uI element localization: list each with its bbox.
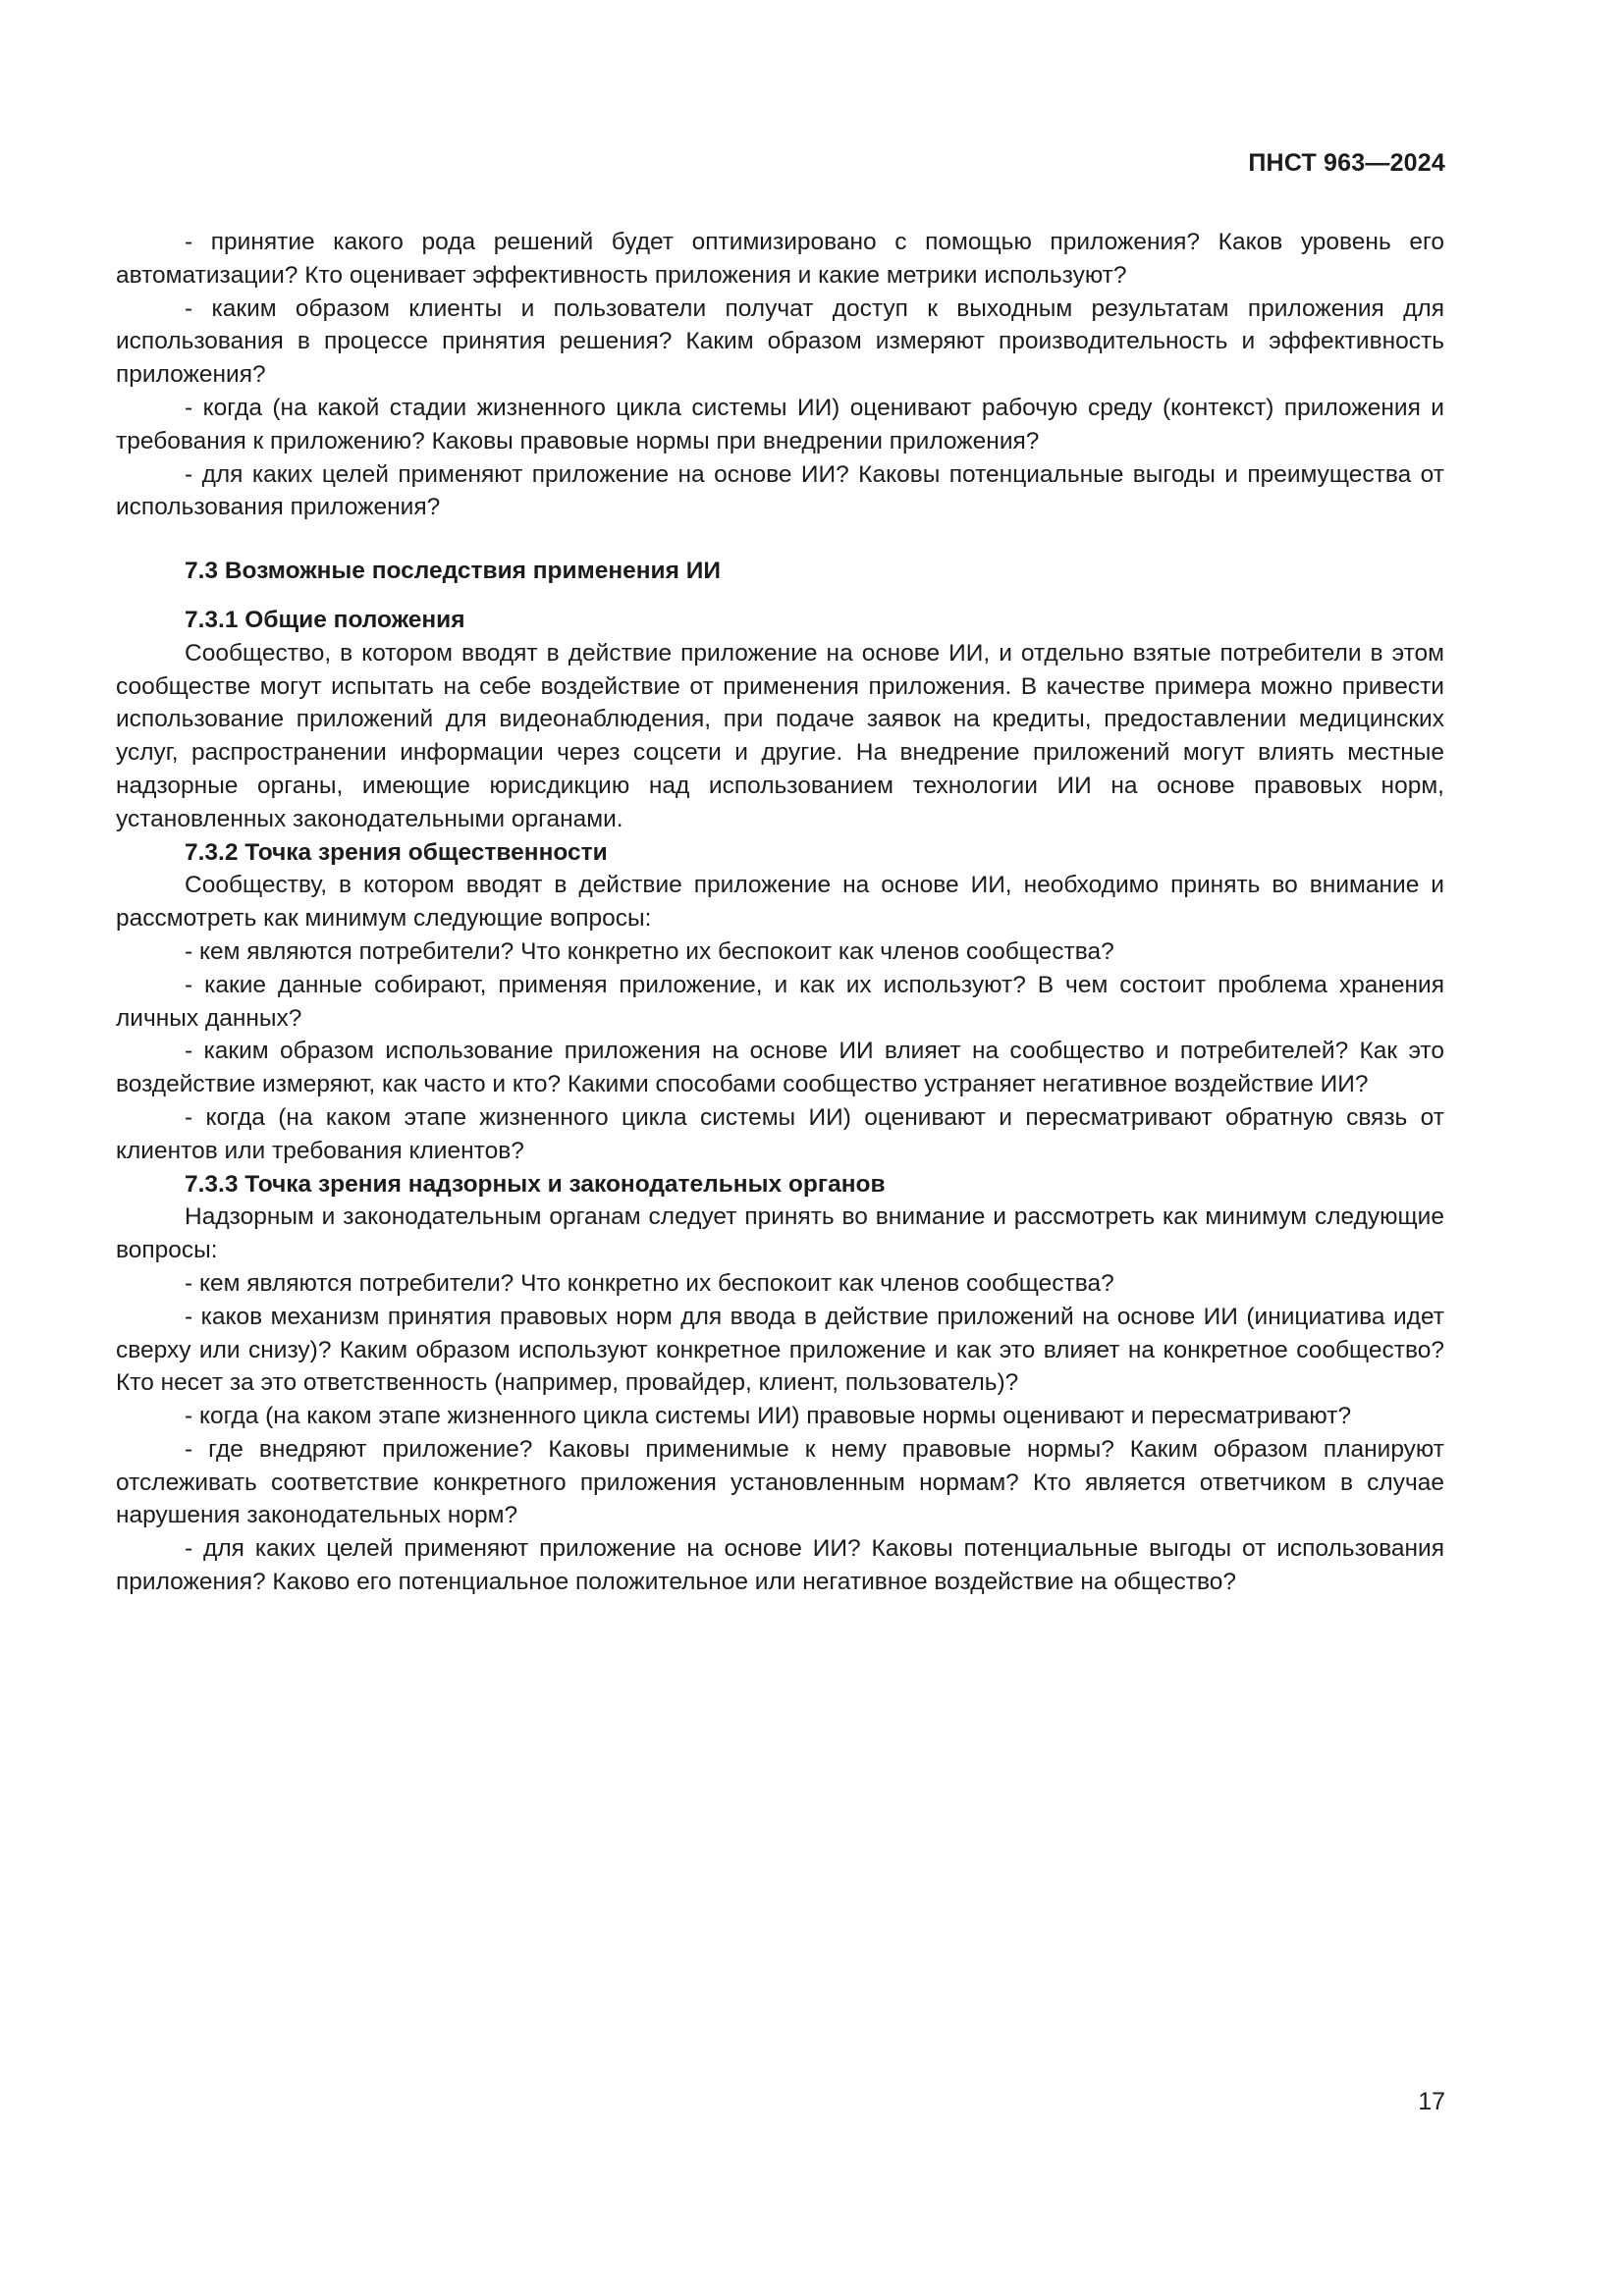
section-7-3-3-item-2: - каков механизм принятия правовых норм для ввода в действие приложений на основе ИИ (инициатива идет сверху или снизу)? Каким образом используют конкретное приложение и как это влияет на конкретное сообщество? Кто несет за это ответственность (например, провайдер, клиент, пользователь)? xyxy=(116,1303,1444,1397)
section-7-3-1-heading: 7.3.1 Общие положения xyxy=(185,606,465,633)
intro-item-2: - каким образом клиенты и пользователи получат доступ к выходным результатам приложения для использования в процессе принятия решения? Каким образом измеряют производительность и эффективность приложения? xyxy=(116,294,1444,389)
section-7-3-2-item-4: - когда (на каком этапе жизненного цикла системы ИИ) оценивают и пересматривают обратную связь от клиентов или требования клиентов? xyxy=(116,1103,1444,1164)
intro-item-1: - принятие какого рода решений будет оптимизировано с помощью приложения? Каков уровень его автоматизации? Кто оценивает эффективность приложения и какие метрики используют? xyxy=(116,229,1444,289)
section-7-3-2-item-3: - каким образом использование приложения на основе ИИ влияет на сообщество и потребителей? Как это воздействие измеряют, как часто и кто? Какими способами сообщество устраняет негативное воздействие ИИ? xyxy=(116,1038,1444,1098)
document-code: ПНСТ 963—2024 xyxy=(1248,149,1445,177)
section-7-3-2-heading: 7.3.2 Точка зрения общественности xyxy=(185,838,608,866)
intro-item-3: - когда (на какой стадии жизненного цикла системы ИИ) оценивают рабочую среду (контекст) приложения и требования к приложению? Каковы правовые нормы при внедрении приложения? xyxy=(116,394,1444,454)
section-7-3-heading: 7.3 Возможные последствия применения ИИ xyxy=(185,558,721,585)
page-number: 17 xyxy=(1418,2088,1445,2115)
section-7-3-1-paragraph: Сообщество, в котором вводят в действие приложение на основе ИИ, и отдельно взятые потребители в этом сообществе могут испытать на себе воздействие от применения приложения. В качестве примера можно привести использование приложений для видеонаблюдения, при подаче заявок на кредиты, предоставлении медицинских услуг, распространении информации через соцсети и другие. На внедрение приложений могут влиять местные надзорные органы, имеющие юрисдикцию над использованием технологии ИИ на основе правовых норм, установленных законодательными органами. xyxy=(116,639,1444,832)
section-7-3-3-intro: Надзорным и законодательным органам следует принять во внимание и рассмотреть как минимум следующие вопросы: xyxy=(116,1203,1444,1264)
section-7-3-2-intro: Сообществу, в котором вводят в действие приложение на основе ИИ, необходимо принять во внимание и рассмотреть как минимум следующие вопросы: xyxy=(116,872,1444,933)
section-7-3-2-item-2: - какие данные собирают, применяя приложение, и как их используют? В чем состоит проблема хранения личных данных? xyxy=(116,971,1444,1032)
section-7-3-3-item-4: - где внедряют приложение? Каковы применимые к нему правовые нормы? Каким образом планируют отслеживать соответствие конкретного приложения установленным нормам? Кто является ответчиком в случае нарушения законодательных норм? xyxy=(116,1435,1444,1529)
section-7-3-3-item-5: - для каких целей применяют приложение на основе ИИ? Каковы потенциальные выгоды от использования приложения? Каково его потенциальное положительное или негативное воздействие на общество? xyxy=(116,1535,1444,1596)
section-7-3-2-item-1: - кем являются потребители? Что конкретно их беспокоит как членов сообщества? xyxy=(185,937,1114,965)
section-7-3-3-heading: 7.3.3 Точка зрения надзорных и законодательных органов xyxy=(185,1170,886,1198)
page-content xyxy=(116,226,1444,1599)
intro-item-4: - для каких целей применяют приложение на основе ИИ? Каковы потенциальные выгоды и преимущества от использования приложения? xyxy=(116,460,1444,521)
section-7-3-3-item-3: - когда (на каком этапе жизненного цикла системы ИИ) правовые нормы оценивают и пересматривают? xyxy=(185,1403,1352,1430)
section-7-3-3-item-1: - кем являются потребители? Что конкретно их беспокоит как членов сообщества? xyxy=(185,1269,1114,1297)
